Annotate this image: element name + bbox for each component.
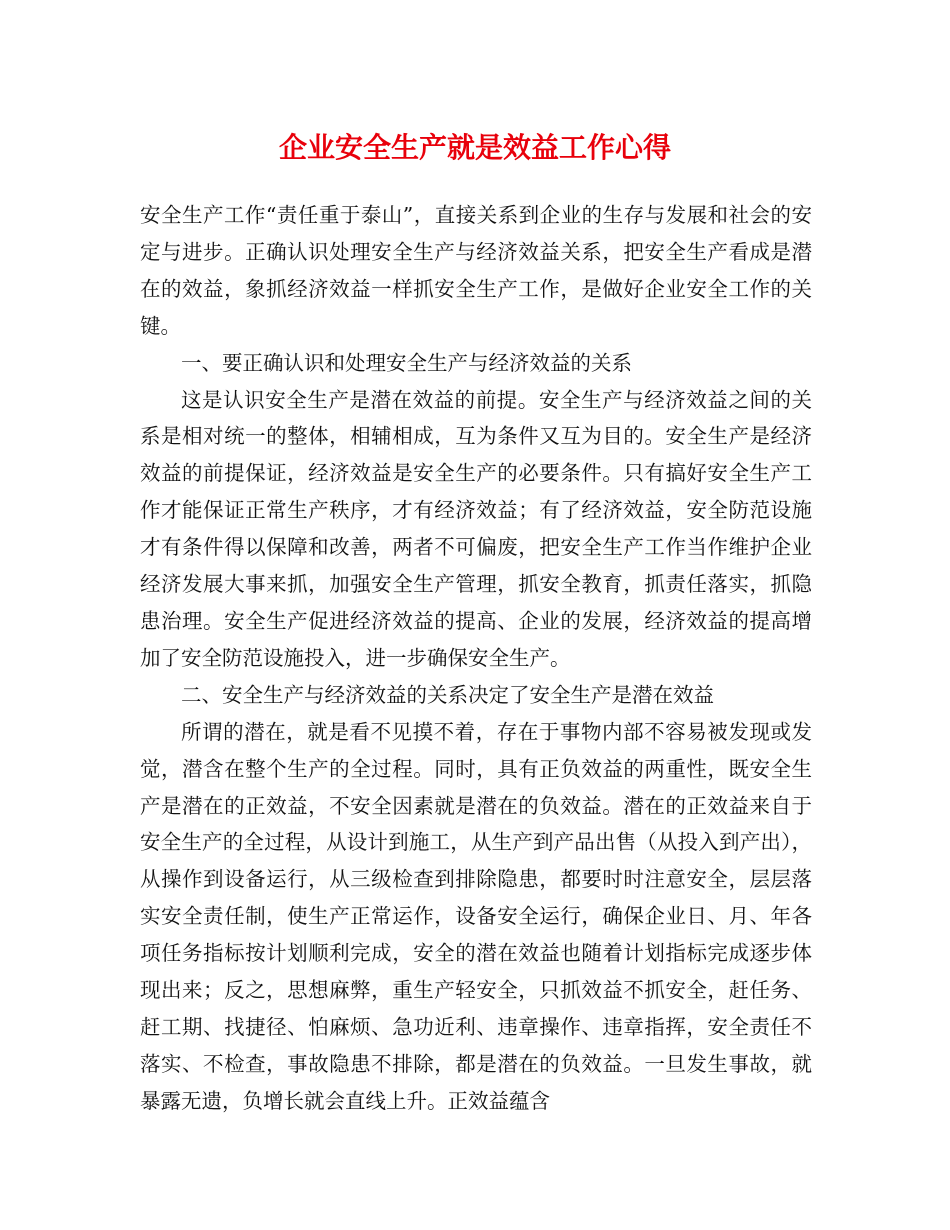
- document-title: 企业安全生产就是效益工作心得: [278, 131, 671, 164]
- document-body: [140, 197, 812, 1120]
- section-heading-1: 一、要正确认识和处理安全生产与经济效益的关系: [181, 350, 632, 375]
- section-heading-2: 二、安全生产与经济效益的关系决定了安全生产是潜在效益: [181, 682, 714, 707]
- paragraph-section-1: 这是认识安全生产是潜在效益的前提。安全生产与经济效益之间的关系是相对统一的整体，相辅相成，互为条件又互为目的。安全生产是经济效益的前提保证，经济效益是安全生产的必要条件。只有搞好安全生产工作才能保证正常生产秩序，才有经济效益；有了经济效益，安全防范设施才有条件得以保障和改善，两者不可偏废，把安全生产工作当作维护企业经济发展大事来抓，加强安全生产管理，抓安全教育，抓责任落实，抓隐患治理。安全生产促进经济效益的提高、企业的发展，经济效益的提高增加了安全防范设施投入，进一步确保安全生产。: [140, 387, 812, 670]
- paragraph-section-2: 所谓的潜在，就是看不见摸不着，存在于事物内部不容易被发现或发觉，潜含在整个生产的全过程。同时，具有正负效益的两重性，既安全生产是潜在的正效益，不安全因素就是潜在的负效益。潜在的正效益来自于安全生产的全过程，从设计到施工，从生产到产品出售（从投入到产出），从操作到设备运行，从三级检查到排除隐患，都要时时注意安全，层层落实安全责任制，使生产正常运作，设备安全运行，确保企业日、月、年各项任务指标按计划顺利完成，安全的潜在效益也随着计划指标完成逐步体现出来；反之，思想麻弊，重生产轻安全，只抓效益不抓安全，赶任务、赶工期、找捷径、怕麻烦、急功近利、违章操作、违章指挥，安全责任不落实、不检查，事故隐患不排除，都是潜在的负效益。一旦发生事故，就暴露无遗，负增长就会直线上升。正效益蕴含: [140, 719, 812, 1113]
- paragraph-intro: 安全生产工作“责任重于泰山”，直接关系到企业的生存与发展和社会的安定与进步。正确认识处理安全生产与经济效益关系，把安全生产看成是潜在的效益，象抓经济效益一样抓安全生产工作，是做好企业安全工作的关键。: [140, 203, 812, 338]
